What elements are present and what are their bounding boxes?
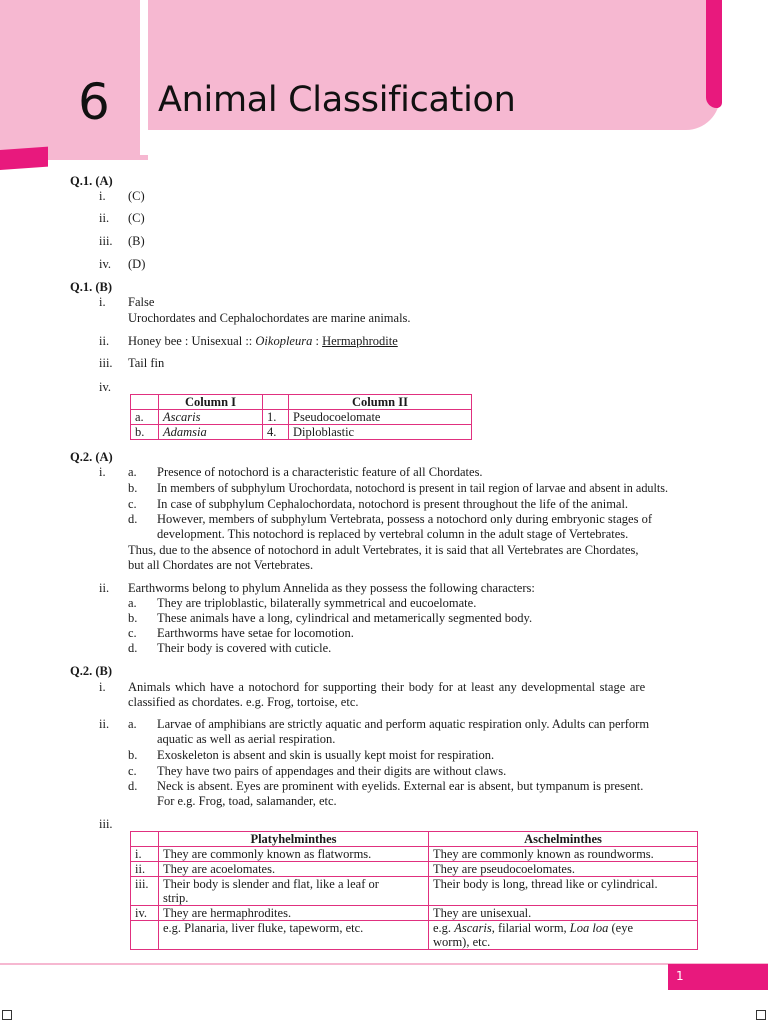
table-cell: Adamsia (159, 425, 263, 440)
table-cell: They are acoelomates. (159, 862, 429, 877)
table-cell (131, 921, 159, 950)
match-table-corner (131, 395, 159, 410)
q2a-i-num: i. (99, 465, 106, 479)
crop-mark-left (2, 1010, 12, 1020)
list-letter: c. (128, 497, 137, 511)
header-stripe (0, 147, 48, 170)
q1a-item-answer: (B) (128, 234, 145, 248)
table-cell: b. (131, 425, 159, 440)
crop-mark-right (756, 1010, 766, 1020)
q2a-ii-num: ii. (99, 581, 110, 595)
list-letter: a. (128, 717, 137, 731)
table-cell: Pseudocoelomate (289, 410, 472, 425)
match-table-header-col1: Column I (159, 395, 263, 410)
q2a-i-conclusion-1: Thus, due to the absence of notochord in adult Vertebrates, it is said that all Vertebrates are Chordates, (128, 543, 639, 557)
list-item: Larvae of amphibians are strictly aquatic and perform aquatic respiration only. Adults can perform (157, 717, 650, 731)
table-cell: They are hermaphrodites. (159, 906, 429, 921)
table-cell: 1. (263, 410, 289, 425)
q2b-heading: Q.2. (B) (70, 664, 113, 678)
table-cell: Diploblastic (289, 425, 472, 440)
table-cell: a. (131, 410, 159, 425)
list-letter: c. (128, 764, 137, 778)
q1a-item-num: ii. (99, 211, 110, 225)
q2b-i-line1: Animals which have a notochord for supporting their body for at least any developmental stage are (128, 680, 646, 694)
comparison-table-corner (131, 832, 159, 847)
chapter-number: 6 (78, 73, 110, 131)
list-letter: d. (128, 779, 138, 793)
list-item: Their body is covered with cuticle. (157, 641, 332, 655)
match-table-header-blank (263, 395, 289, 410)
list-item-cont: For e.g. Frog, toad, salamander, etc. (157, 794, 337, 808)
page-number: 1 (676, 969, 684, 983)
q1b-i-num: i. (99, 295, 106, 309)
table-row (131, 877, 698, 906)
list-item: They are triploblastic, bilaterally symmetrical and eucoelomate. (157, 596, 477, 610)
q1b-iii-text: Tail fin (128, 356, 165, 370)
table-row (131, 847, 698, 862)
q1a-item-num: iv. (99, 257, 112, 271)
list-item: Presence of notochord is a characteristic feature of all Chordates. (157, 465, 483, 479)
q1b-i-line2: Urochordates and Cephalochordates are marine animals. (128, 311, 411, 325)
list-letter: a. (128, 465, 137, 479)
list-item: Earthworms have setae for locomotion. (157, 626, 354, 640)
q2a-i-conclusion-2: but all Chordates are not Vertebrates. (128, 558, 314, 572)
table-row (131, 425, 472, 440)
chapter-title: Animal Classification (158, 80, 516, 120)
table-row (131, 906, 698, 921)
list-letter: d. (128, 641, 138, 655)
q2a-ii-intro: Earthworms belong to phylum Annelida as they possess the following characters: (128, 581, 535, 595)
match-table-header-col2: Column II (289, 395, 472, 410)
table-row (131, 862, 698, 877)
q1b-ii-text: Honey bee : Unisexual :: Oikopleura : Hermaphrodite (128, 334, 398, 348)
table-cell: 4. (263, 425, 289, 440)
q1a-heading: Q.1. (A) (70, 174, 113, 188)
list-item-cont: development. This notochord is replaced by vertebral column in the adult stage of Vertebrates. (157, 527, 629, 541)
list-item: Exoskeleton is absent and skin is usually kept moist for respiration. (157, 748, 495, 762)
table-row (131, 410, 472, 425)
q1a-item-num: iii. (99, 234, 113, 248)
table-row (131, 921, 698, 950)
match-table (130, 394, 472, 440)
table-cell: Their body is slender and flat, like a leaf or strip. (159, 877, 429, 906)
header-edge-accent (706, 0, 722, 108)
table-cell: i. (131, 847, 159, 862)
list-item-cont: aquatic as well as aerial respiration. (157, 732, 336, 746)
table-cell: ii. (131, 862, 159, 877)
comparison-header-platyhelminthes: Platyhelminthes (159, 832, 429, 847)
q1a-item-answer: (D) (128, 257, 146, 271)
table-cell: iv. (131, 906, 159, 921)
table-cell: Their body is long, thread like or cylindrical. (429, 877, 698, 906)
comparison-table (130, 831, 698, 950)
header-band-left (0, 0, 148, 160)
list-item: In members of subphylum Urochordata, notochord is present in tail region of larvae and absent in adults. (157, 481, 669, 495)
table-cell: They are commonly known as roundworms. (429, 847, 698, 862)
q1b-heading: Q.1. (B) (70, 280, 113, 294)
list-item: Neck is absent. Eyes are prominent with eyelids. External ear is absent, but tympanum is present. (157, 779, 644, 793)
q1b-iii-num: iii. (99, 356, 113, 370)
table-cell: They are unisexual. (429, 906, 698, 921)
list-letter: b. (128, 611, 138, 625)
list-item: They have two pairs of appendages and their digits are without claws. (157, 764, 507, 778)
footer-rule (0, 963, 768, 965)
table-cell: e.g. Ascaris, filarial worm, Loa loa (eye worm), etc. (429, 921, 698, 950)
q2b-i-num: i. (99, 680, 106, 694)
table-cell: They are pseudocoelomates. (429, 862, 698, 877)
list-letter: b. (128, 748, 138, 762)
q2b-ii-num: ii. (99, 717, 110, 731)
table-cell: They are commonly known as flatworms. (159, 847, 429, 862)
comparison-header-aschelminthes: Aschelminthes (429, 832, 698, 847)
list-item: However, members of subphylum Vertebrata, possess a notochord only during embryonic stages of (157, 512, 652, 526)
q2b-i-line2: classified as chordates. e.g. Frog, tortoise, etc. (128, 695, 359, 709)
q1b-ii-num: ii. (99, 334, 110, 348)
q1a-item-answer: (C) (128, 211, 145, 225)
q1b-iv-num: iv. (99, 380, 112, 394)
list-letter: d. (128, 512, 138, 526)
list-letter: b. (128, 481, 138, 495)
q1b-i-line1: False (128, 295, 155, 309)
list-item: These animals have a long, cylindrical and metamerically segmented body. (157, 611, 533, 625)
list-letter: a. (128, 596, 137, 610)
list-letter: c. (128, 626, 137, 640)
table-cell: e.g. Planaria, liver fluke, tapeworm, etc. (159, 921, 429, 950)
q2a-heading: Q.2. (A) (70, 450, 113, 464)
table-cell: iii. (131, 877, 159, 906)
q2b-iii-num: iii. (99, 817, 113, 831)
table-cell: Ascaris (159, 410, 263, 425)
list-item: In case of subphylum Cephalochordata, notochord is present throughout the life of the animal. (157, 497, 629, 511)
q1a-item-num: i. (99, 189, 106, 203)
q1a-item-answer: (C) (128, 189, 145, 203)
